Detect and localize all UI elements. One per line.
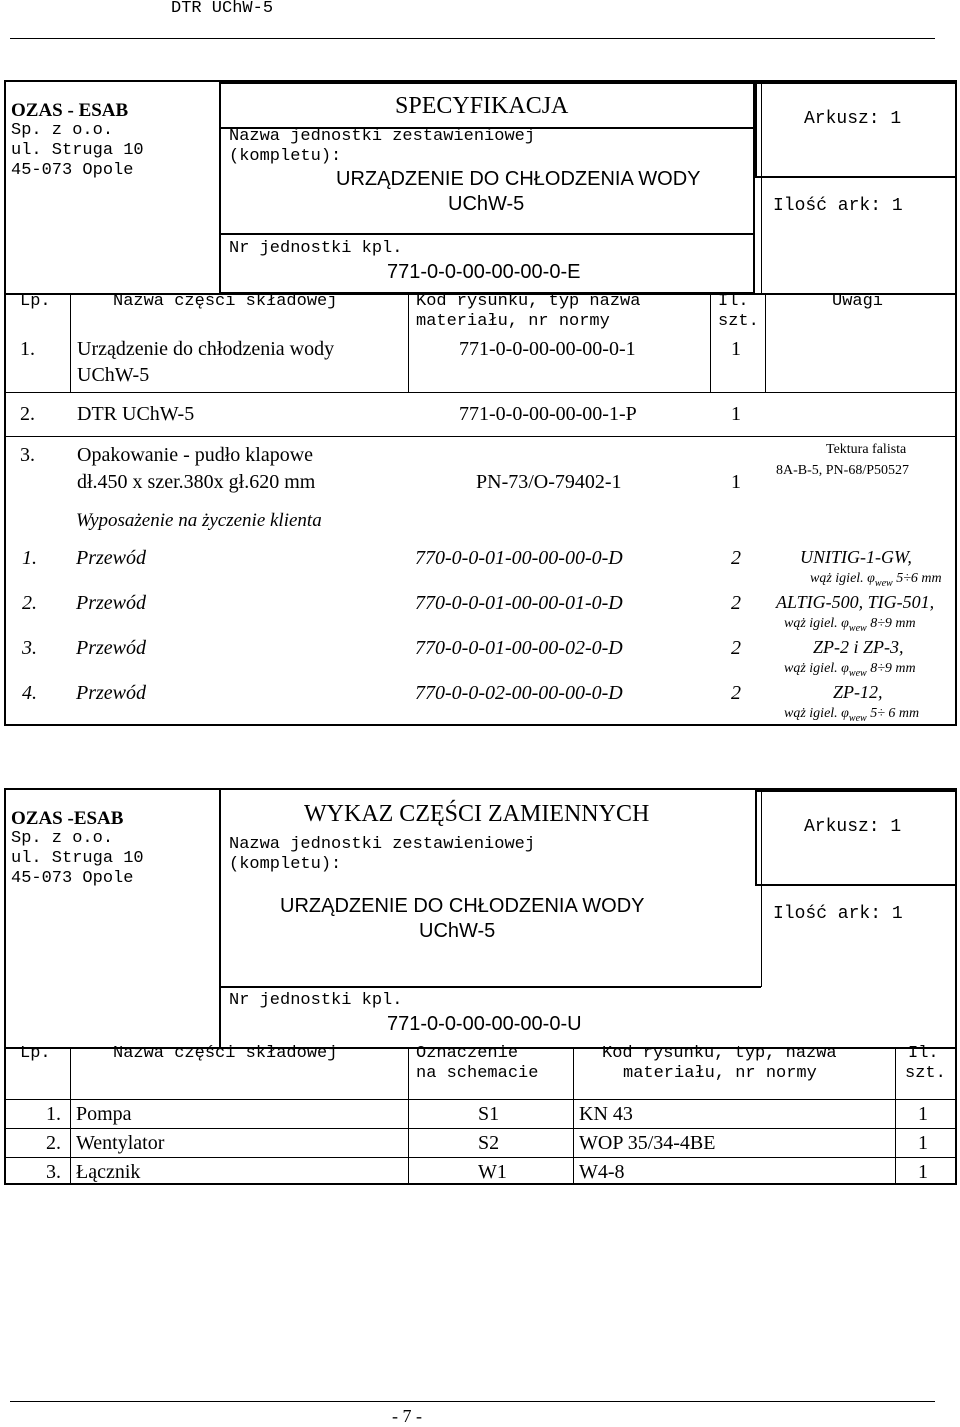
opt-row-qty: 2 xyxy=(731,682,741,704)
spec-company-name: OZAS - ESAB xyxy=(11,100,129,121)
spec-company-form: Sp. z o.o. xyxy=(11,121,114,140)
parts-row-code: W4-8 xyxy=(579,1161,625,1183)
header-rule xyxy=(10,38,935,39)
opt-row-qty: 2 xyxy=(731,592,741,614)
spec-sheet-divider xyxy=(761,82,762,294)
parts-row-name: Łącznik xyxy=(76,1161,141,1183)
spec-unit-label-1: Nazwa jednostki zestawieniowej xyxy=(229,127,536,146)
spec-kpl-number: 771-0-0-00-00-00-0-E xyxy=(387,261,581,283)
parts-sheet: Arkusz: 1 xyxy=(804,817,902,837)
spec-row-name: DTR UChW-5 xyxy=(77,403,195,425)
parts-company-form: Sp. z o.o. xyxy=(11,829,114,848)
opt-row-lp: 2. xyxy=(22,592,37,614)
opt-row-note: ZP-2 i ZP-3, xyxy=(813,637,904,657)
parts-row-lp: 2. xyxy=(46,1132,61,1154)
parts-sheet-count: Ilość ark: 1 xyxy=(773,904,903,924)
spec-sheet-count: Ilość ark: 1 xyxy=(773,196,903,216)
spec-col-qty-2: szt. xyxy=(718,312,759,331)
spec-row-code: PN-73/O-79402-1 xyxy=(476,471,622,493)
opt-row-lp: 1. xyxy=(22,547,37,569)
opt-row-code: 770-0-0-01-00-00-01-0-D xyxy=(415,592,623,614)
spec-sheet: Arkusz: 1 xyxy=(804,109,902,129)
opt-row-lp: 3. xyxy=(22,637,37,659)
parts-company-street: ul. Struga 10 xyxy=(11,849,144,868)
parts-row-qty: 1 xyxy=(918,1132,928,1154)
spec-row-qty: 1 xyxy=(731,403,741,425)
parts-company-name: OZAS -ESAB xyxy=(11,808,124,829)
spec-row-name-2: dł.450 x szer.380x gł.620 mm xyxy=(77,471,316,493)
parts-row-qty: 1 xyxy=(918,1103,928,1125)
parts-row-code: WOP 35/34-4BE xyxy=(579,1132,716,1154)
opt-row-note-2: wąż igiel. $\varphi_{wew}$ 5÷ 6 mm xyxy=(784,706,920,724)
opt-row-qty: 2 xyxy=(731,637,741,659)
doc-title: DTR UChW-5 xyxy=(171,0,274,18)
spec-col-lp: Lp. xyxy=(20,292,51,311)
opt-row-name: Przewód xyxy=(76,682,146,704)
spec-row-code: 771-0-0-00-00-00-0-1 xyxy=(459,338,636,360)
parts-col-mark-2: na schemacie xyxy=(416,1064,539,1083)
spec-col-notes: Uwagi xyxy=(832,292,884,311)
opt-row-qty: 2 xyxy=(731,547,741,569)
spec-row-note-2: 8A-B-5, PN-68/P50527 xyxy=(776,463,910,478)
spec-title: SPECYFIKACJA xyxy=(395,93,569,119)
opt-row-name: Przewód xyxy=(76,547,146,569)
opt-row-name: Przewód xyxy=(76,637,146,659)
spec-kpl-label: Nr jednostki kpl. xyxy=(229,239,403,258)
opt-row-note: UNITIG-1-GW, xyxy=(800,547,912,567)
opt-row-code: 770-0-0-01-00-00-02-0-D xyxy=(415,637,623,659)
parts-kpl-number: 771-0-0-00-00-00-0-U xyxy=(387,1013,582,1035)
parts-row-lp: 1. xyxy=(46,1103,61,1125)
parts-row-mark: S1 xyxy=(478,1103,500,1125)
spec-unit-name-2: UChW-5 xyxy=(448,193,525,215)
parts-col-code-2: materiału, nr normy xyxy=(623,1064,817,1083)
parts-col-qty-1: Il. xyxy=(908,1044,939,1063)
parts-col-name: Nazwa części składowej xyxy=(113,1044,338,1063)
spec-col-name: Nazwa części składowej xyxy=(113,292,338,311)
opt-row-note-2: wąż igiel. $\varphi_{wew}$ 5÷6 mm xyxy=(810,571,942,589)
spec-row-name: Urządzenie do chłodzenia wody xyxy=(77,338,335,360)
spec-company-city: 45-073 Opole xyxy=(11,161,134,180)
opt-row-lp: 4. xyxy=(22,682,37,704)
spec-kpl-rule xyxy=(219,233,755,235)
spec-col-code-2: materiału, nr normy xyxy=(416,312,610,331)
spec-company-street: ul. Struga 10 xyxy=(11,141,144,160)
parts-row-name: Pompa xyxy=(76,1103,132,1125)
parts-row-qty: 1 xyxy=(918,1161,928,1183)
parts-col-qty-2: szt. xyxy=(905,1064,946,1083)
opt-row-code: 770-0-0-01-00-00-00-0-D xyxy=(415,547,623,569)
opt-row-note-2: wąż igiel. $\varphi_{wew}$ 8÷9 mm xyxy=(784,616,916,634)
parts-unit-name-2: UChW-5 xyxy=(419,920,496,942)
parts-col-code-1: Kod rysunku, typ, nazwa xyxy=(602,1044,837,1063)
spec-row-name-2: UChW-5 xyxy=(77,364,150,386)
parts-row-mark: W1 xyxy=(478,1161,507,1183)
spec-row-qty: 1 xyxy=(731,338,741,360)
spec-sheet-box xyxy=(755,82,957,178)
parts-kpl-label: Nr jednostki kpl. xyxy=(229,991,403,1010)
spec-row-note: Tektura falista xyxy=(826,442,907,457)
page-number: - 7 - xyxy=(392,1406,422,1426)
spec-unit-label-2: (kompletu): xyxy=(229,147,342,166)
spec-optional-heading: Wyposażenie na życzenie klienta xyxy=(76,510,322,531)
parts-row-lp: 3. xyxy=(46,1161,61,1183)
parts-title: WYKAZ CZĘŚCI ZAMIENNYCH xyxy=(304,801,650,827)
parts-col-mark-1: Oznaczenie xyxy=(416,1044,519,1063)
spec-row-code: 771-0-0-00-00-00-1-P xyxy=(459,403,637,425)
spec-unit-name-1: URZĄDZENIE DO CHŁODZENIA WODY xyxy=(336,168,701,190)
parts-unit-name-1: URZĄDZENIE DO CHŁODZENIA WODY xyxy=(280,895,645,917)
parts-row-code: KN 43 xyxy=(579,1103,633,1125)
spec-row-name: Opakowanie - pudło klapowe xyxy=(77,444,314,466)
spec-row-qty: 1 xyxy=(731,471,741,493)
parts-company-city: 45-073 Opole xyxy=(11,869,134,888)
opt-row-note: ALTIG-500, TIG-501, xyxy=(776,592,935,612)
parts-row-name: Wentylator xyxy=(76,1132,165,1154)
spec-row-lp: 2. xyxy=(20,403,35,425)
spec-col-code-1: Kod rysunku, typ nazwa xyxy=(416,292,641,311)
spec-row-lp: 3. xyxy=(20,444,35,466)
parts-unit-label-1: Nazwa jednostki zestawieniowej xyxy=(229,835,536,854)
spec-col-qty-1: Il. xyxy=(718,292,749,311)
opt-row-note-2: wąż igiel. $\varphi_{wew}$ 8÷9 mm xyxy=(784,661,916,679)
parts-col-lp: Lp. xyxy=(20,1044,51,1063)
parts-sheet-box xyxy=(755,790,957,886)
parts-row-mark: S2 xyxy=(478,1132,500,1154)
parts-unit-label-2: (kompletu): xyxy=(229,855,342,874)
opt-row-note: ZP-12, xyxy=(833,682,883,702)
opt-row-name: Przewód xyxy=(76,592,146,614)
opt-row-code: 770-0-0-02-00-00-00-0-D xyxy=(415,682,623,704)
spec-row-lp: 1. xyxy=(20,338,35,360)
footer-rule xyxy=(10,1401,935,1402)
